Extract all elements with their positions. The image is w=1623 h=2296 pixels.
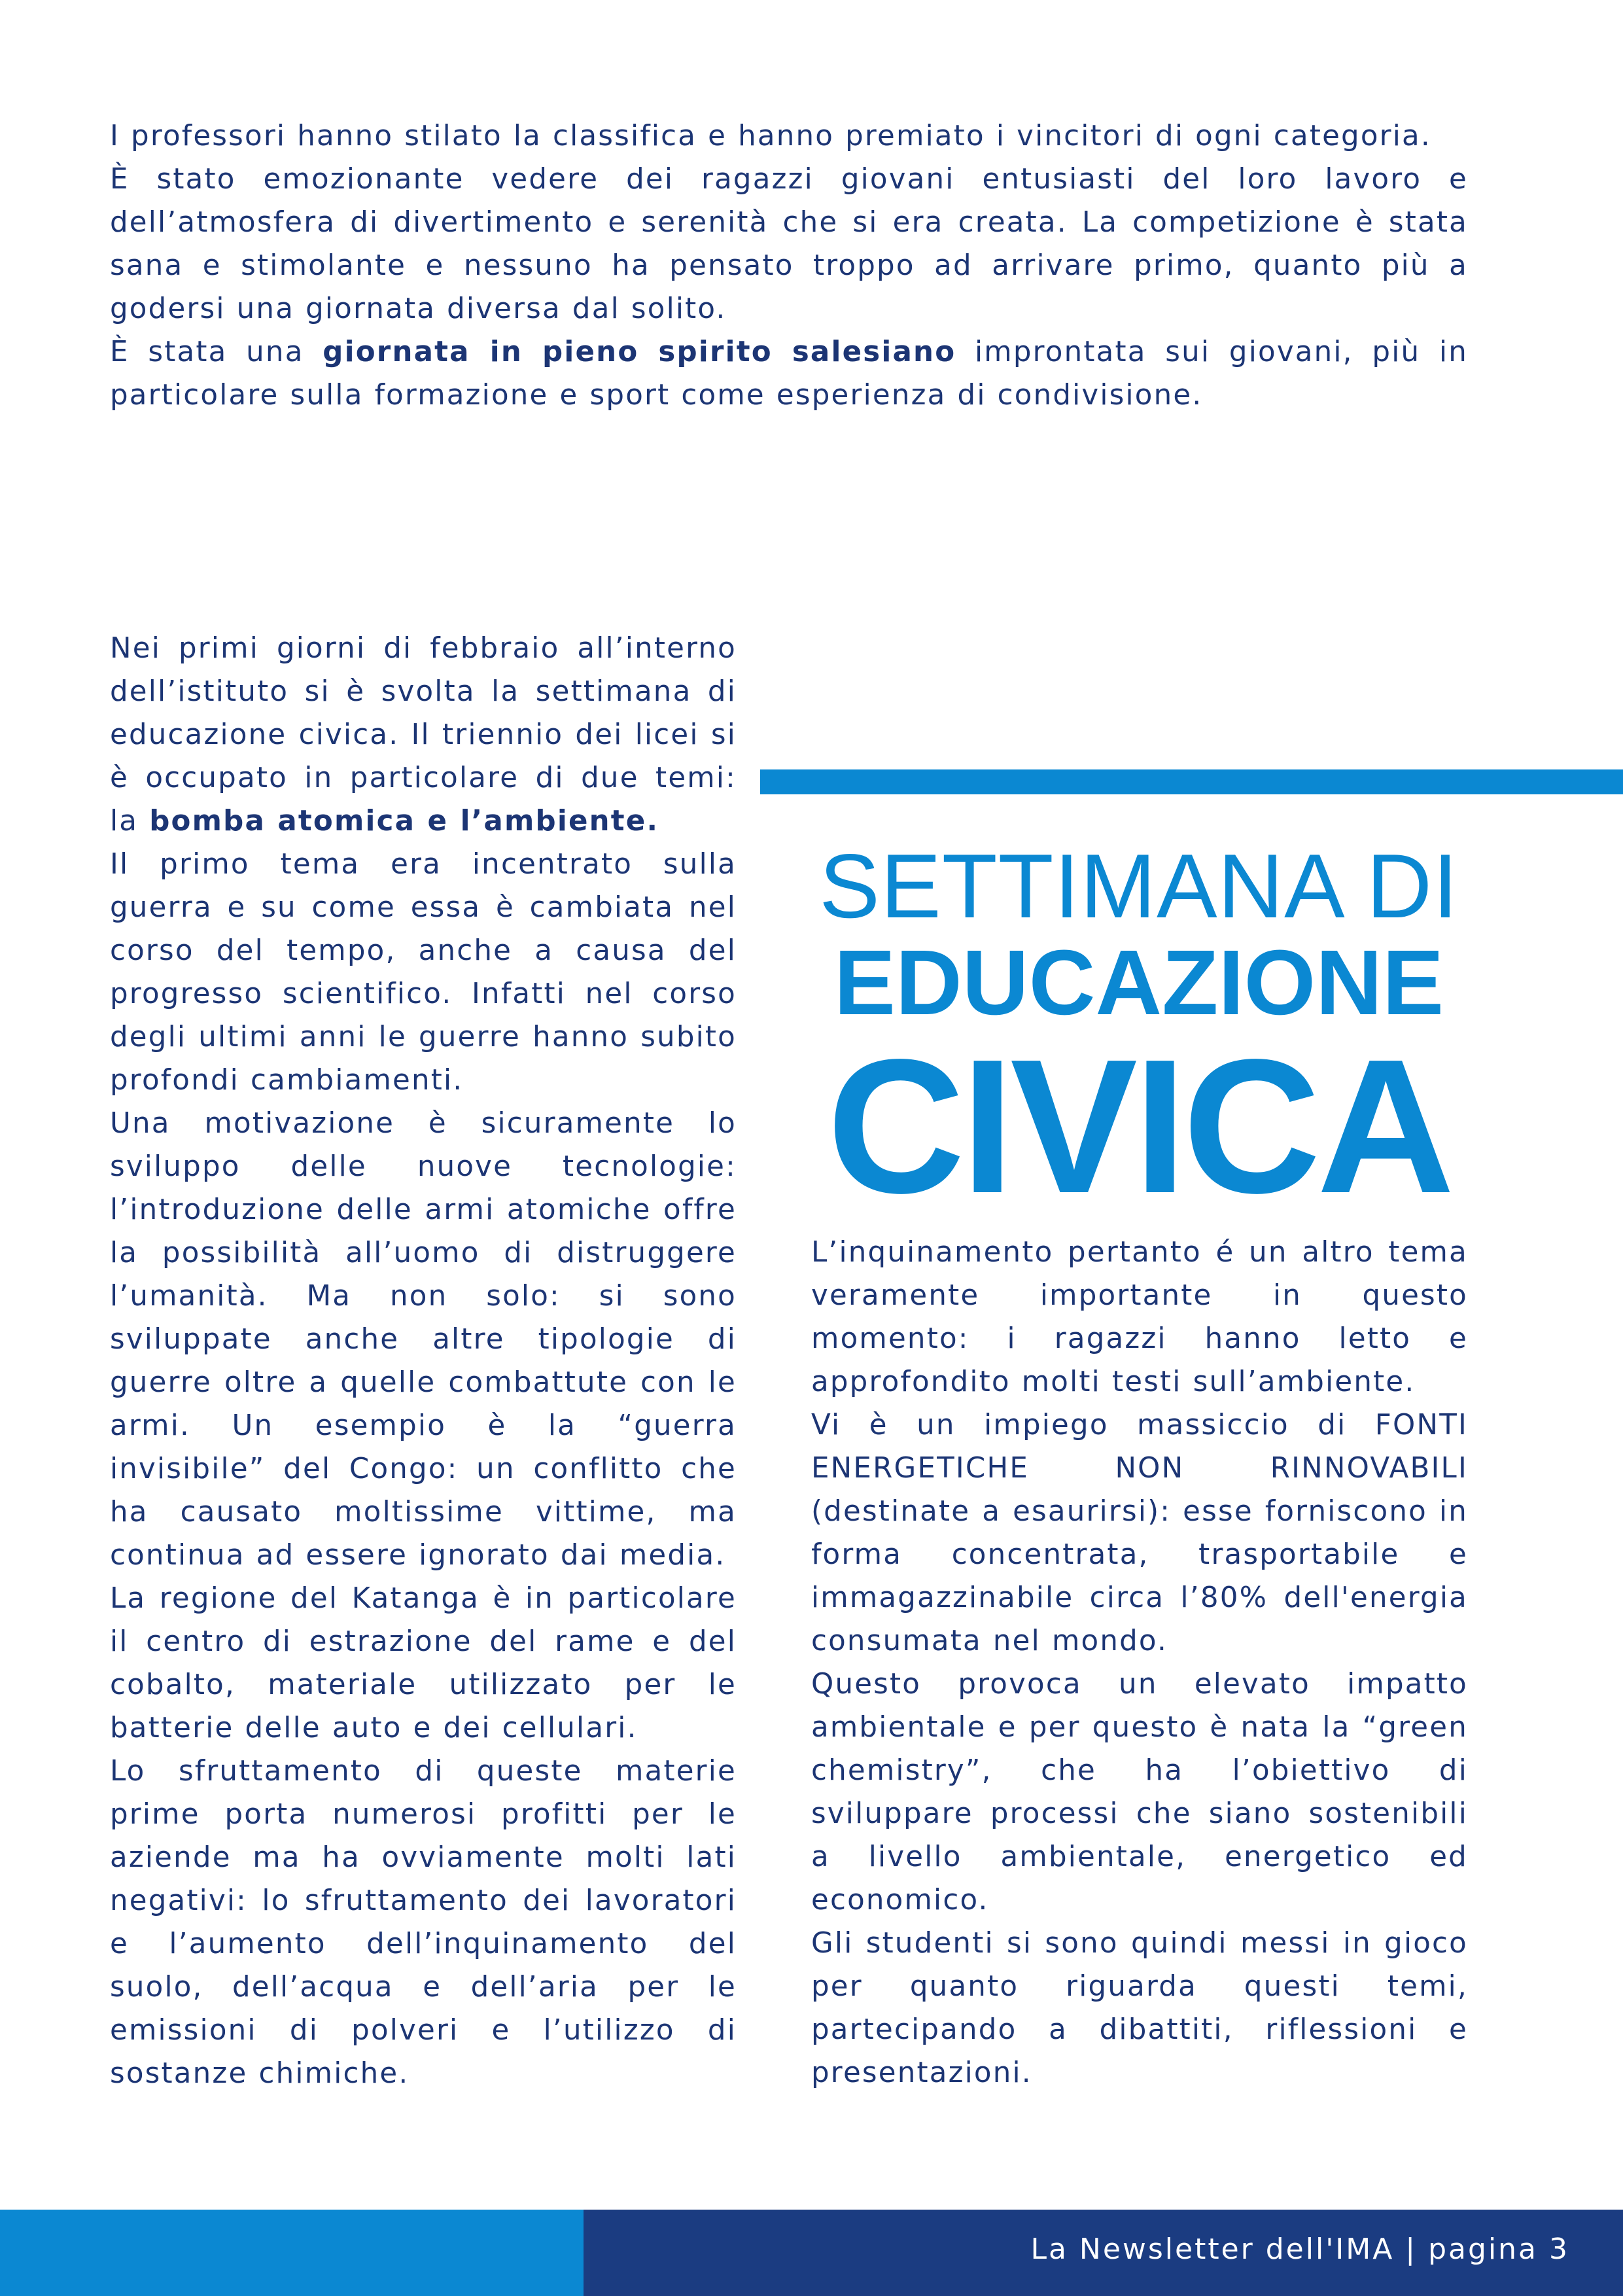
intro-paragraph-2: È stato emozionante vedere dei ragazzi giovani entusiasti del loro lavoro e dell’atmosfera di divertimento e serenità che si era creata. La competizione è stata sana e stimolante e nessuno ha pensato troppo ad arrivare primo, quanto più a godersi una giornata diversa dal solito. [110, 163, 1468, 325]
left-highlight: bomba atomica e l’ambiente. [149, 805, 659, 838]
left-paragraph-1 [110, 627, 737, 843]
right-paragraph-1: L’inquinamento pertanto é un altro tema veramente importante in questo momento: i ragazzi hanno letto e approfondito molti testi sull’ambiente. [811, 1236, 1468, 1398]
footer-accent-block [0, 2210, 584, 2296]
intro-text [110, 115, 1468, 417]
left-paragraph-2: Il primo tema era incentrato sulla guerra e su come essa è cambiata nel corso del tempo, anche a causa del progresso scientifico. Infatti nel corso degli ultimi anni le guerre hanno subito profondi cambiamenti. [110, 848, 737, 1097]
title-line-1: SETTIMANA DI [819, 836, 1459, 937]
intro-paragraph-3-end: improntata sui giovani, più in particolare sulla formazione e sport come esperienza di condivisione. [110, 336, 1469, 412]
title-line-2: EDUCAZIONE [833, 930, 1444, 1034]
intro-highlight: giornata in pieno spirito salesiano [323, 336, 956, 368]
intro-paragraph-1: I professori hanno stilato la classifica e hanno premiato i vincitori di ogni categoria. [110, 120, 1431, 152]
left-column [110, 627, 737, 2095]
right-paragraph-4: Gli studenti si sono quindi messi in gioco per quanto riguarda questi temi, partecipando a dibattiti, riflessioni e presentazioni. [811, 1927, 1468, 2089]
accent-bar [760, 769, 1623, 794]
right-paragraph-3: Questo provoca un elevato impatto ambientale e per questo è nata la “green chemistry”, che ha l’obiettivo di sviluppare processi che siano sostenibili a livello ambientale, energetico ed economico. [811, 1668, 1468, 1916]
intro-paragraph-3-start: È stata una [110, 336, 304, 368]
left-paragraph-5: Lo sfruttamento di queste materie prime porta numerosi profitti per le aziende ma ha ovviamente molti lati negativi: lo sfruttamento dei lavoratori e l’aumento dell’inquinamento del suolo, dell’acqua e dell’aria per le emissioni di polveri e l’utilizzo di sostanze chimiche. [110, 1755, 737, 2090]
right-paragraph-2: Vi è un impiego massiccio di FONTI ENERGETICHE NON RINNOVABILI (destinate a esaurirsi): esse forniscono in forma concentrata, trasportabile e immagazzinabile circa l’80% dell'energia consumata nel mondo. [811, 1409, 1468, 1657]
left-paragraph-1-text: Nei primi giorni di febbraio all’interno dell’istituto si è svolta la settimana di educazione civica. Il triennio dei licei si è occupato in particolare di due temi: la [110, 632, 737, 838]
right-column [811, 1231, 1468, 2094]
title-line-3: CIVICA [827, 1019, 1451, 1233]
footer-page-label: La Newsletter dell'IMA | pagina 3 [1030, 2233, 1569, 2266]
left-paragraph-4: La regione del Katanga è in particolare il centro di estrazione del rame e del cobalto, materiale utilizzato per le batterie delle auto e dei cellulari. [110, 1582, 737, 1744]
intro-paragraph-3 [110, 330, 1468, 417]
left-paragraph-3: Una motivazione è sicuramente lo sviluppo delle nuove tecnologie: l’introduzione delle armi atomiche offre la possibilità all’uomo di distruggere l’umanità. Ma non solo: si sono sviluppate anche altre tipologie di guerre oltre a quelle combattute con le armi. Un esempio è la “guerra invisibile” del Congo: un conflitto che ha causato moltissime vittime, ma continua ad essere ignorato dai media. [110, 1107, 737, 1572]
